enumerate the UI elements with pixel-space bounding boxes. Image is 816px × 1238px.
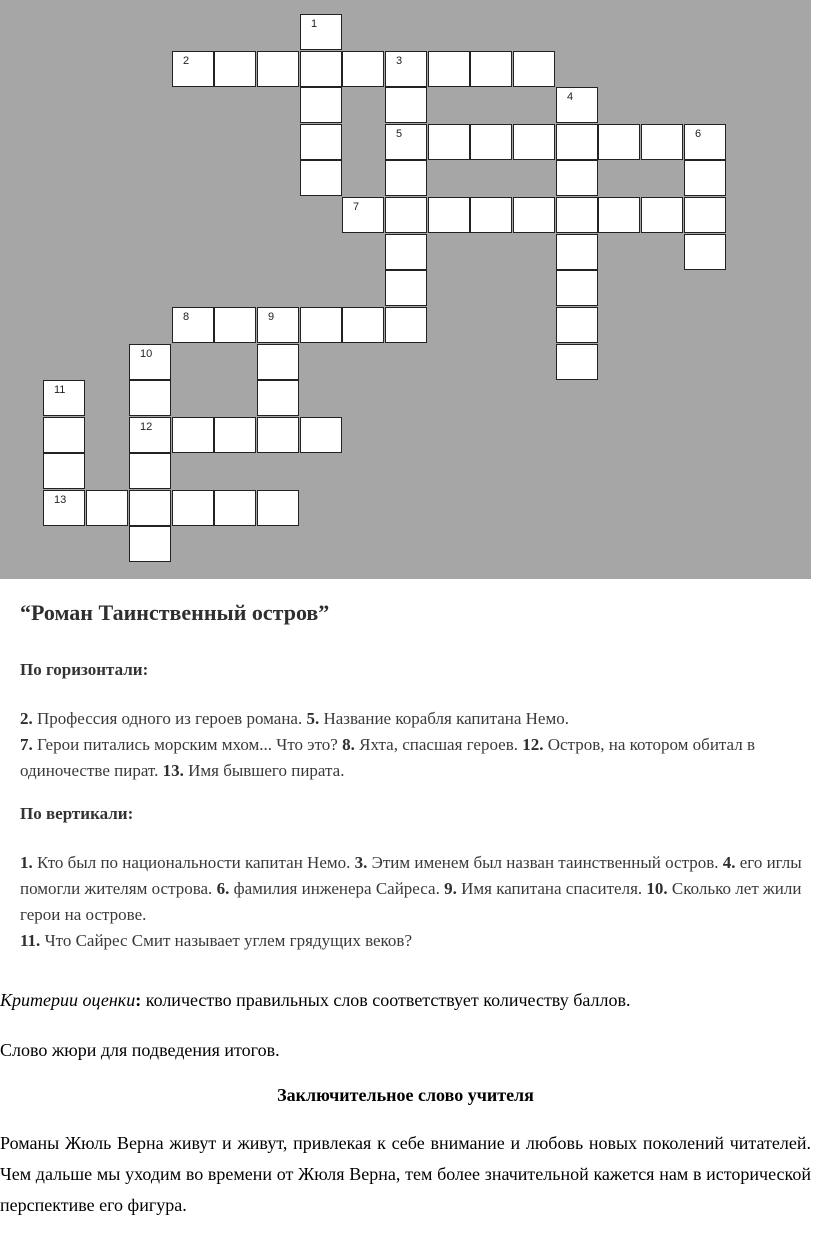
crossword-cell[interactable] (257, 380, 299, 416)
crossword-cell[interactable] (470, 197, 512, 233)
clue-number: 9. (444, 879, 457, 898)
crossword-cell[interactable] (556, 234, 598, 270)
crossword-cell[interactable] (43, 417, 85, 453)
clue-text: Яхта, спасшая героев. (354, 735, 523, 754)
clue-text: Название корабля капитана Немо. (319, 709, 569, 728)
clue-number: 2. (20, 709, 33, 728)
clue-number: 10 (140, 348, 153, 360)
crossword-cell[interactable] (385, 51, 427, 87)
crossword-cell[interactable] (428, 197, 470, 233)
criteria-colon: : (135, 990, 142, 1010)
crossword-cell[interactable] (172, 490, 214, 526)
clue-number: 4 (567, 91, 574, 103)
crossword-cell[interactable] (129, 526, 171, 562)
crossword-title: “Роман Таинственный остров” (20, 600, 330, 625)
crossword-cell[interactable] (214, 307, 256, 343)
clue-number: 4. (722, 853, 736, 872)
crossword-cell[interactable] (172, 307, 214, 343)
vertical-heading: По вертикали: (20, 804, 134, 823)
clue-text: Этим именем был назван таинственный остров. (367, 853, 723, 872)
crossword-cell[interactable] (513, 197, 555, 233)
crossword-cell[interactable] (214, 51, 256, 87)
crossword-cell[interactable] (342, 197, 384, 233)
clue-number: 1 (311, 18, 318, 30)
clue-number: 2 (183, 55, 190, 67)
crossword-cell[interactable] (385, 307, 427, 343)
clue-text: фамилия инженера Сайреса. (229, 879, 445, 898)
crossword-cell[interactable] (43, 453, 85, 489)
clue-text: Остров, на котором обитал в одиночестве пират. (20, 735, 756, 780)
clue-number: 7. (20, 735, 33, 754)
final-paragraph: Романы Жюль Верна живут и живут, привлекая к себе внимание и любовь новых поколений читателей. Чем дальше мы уходим во времени от Жюля Верна, тем более значительной кажется нам в исторической перспективе его фигура. (0, 1133, 811, 1215)
crossword-cell[interactable] (300, 51, 342, 87)
criteria-text: количество правильных слов соответствует количеству баллов. (141, 990, 631, 1010)
clue-text: Имя бывшего пирата. (183, 761, 345, 780)
clue-number: 10. (646, 879, 668, 898)
crossword-cell[interactable] (641, 197, 683, 233)
crossword-cell[interactable] (556, 124, 598, 160)
crossword-cell[interactable] (43, 490, 85, 526)
crossword-cell[interactable] (641, 124, 683, 160)
clue-text: Имя капитана спасителя. (456, 879, 647, 898)
crossword-cell[interactable] (257, 51, 299, 87)
clue-text: его иглы помогли жителям острова. (20, 853, 802, 898)
section-heading: Заключительное слово учителя (277, 1085, 534, 1105)
clue-number: 8. (342, 735, 355, 754)
horizontal-heading: По горизонтали: (20, 660, 149, 679)
crossword-cell[interactable] (300, 124, 342, 160)
crossword-cell[interactable] (172, 51, 214, 87)
crossword-cell[interactable] (598, 197, 640, 233)
clue-number: 13. (162, 761, 184, 780)
crossword-cell[interactable] (684, 160, 726, 196)
clue-text: Что Сайрес Смит называет углем грядущих веков? (40, 931, 413, 950)
crossword-cell[interactable] (684, 124, 726, 160)
vertical-clues (20, 850, 810, 954)
crossword-cell[interactable] (598, 124, 640, 160)
crossword-cell[interactable] (257, 490, 299, 526)
crossword-cell[interactable] (214, 417, 256, 453)
clue-number: 1. (20, 853, 33, 872)
crossword-cell[interactable] (300, 307, 342, 343)
crossword-cell[interactable] (428, 124, 470, 160)
clue-number: 8 (183, 311, 190, 323)
clue-number: 3 (396, 55, 403, 67)
clue-number: 11. (20, 931, 41, 950)
clue-text: Сколько лет жили герои на острове. (20, 879, 802, 924)
crossword-cell[interactable] (300, 417, 342, 453)
crossword-cell[interactable] (470, 124, 512, 160)
crossword-cell[interactable] (129, 417, 171, 453)
crossword-cell[interactable] (43, 380, 85, 416)
crossword-cell[interactable] (257, 307, 299, 343)
clue-number: 11 (54, 384, 66, 396)
crossword-cell[interactable] (214, 490, 256, 526)
crossword-cell[interactable] (300, 160, 342, 196)
clue-text: Кто был по национальности капитан Немо. (32, 853, 355, 872)
crossword-cell[interactable] (385, 124, 427, 160)
crossword-grid (0, 0, 811, 579)
crossword-cell[interactable] (257, 417, 299, 453)
crossword-cell[interactable] (684, 197, 726, 233)
crossword-cell[interactable] (129, 490, 171, 526)
clue-text: Герои питались морским мхом... Что это? (32, 735, 343, 754)
crossword-cell[interactable] (129, 380, 171, 416)
crossword-cell[interactable] (385, 234, 427, 270)
jury-note: Слово жюри для подведения итогов. (0, 1040, 280, 1060)
criteria-label: Критерии оценки (0, 990, 136, 1010)
crossword-cell[interactable] (513, 51, 555, 87)
clue-number: 5 (396, 128, 403, 140)
clue-number: 7 (353, 201, 360, 213)
crossword-cell[interactable] (556, 160, 598, 196)
crossword-cell[interactable] (385, 87, 427, 123)
crossword-cell[interactable] (385, 197, 427, 233)
crossword-cell[interactable] (257, 344, 299, 380)
crossword-cell[interactable] (86, 490, 128, 526)
crossword-cell[interactable] (556, 87, 598, 123)
clue-number: 3. (354, 853, 368, 872)
crossword-cell[interactable] (385, 270, 427, 306)
clues-section (20, 600, 810, 950)
clue-number: 6 (695, 128, 702, 140)
clue-number: 12 (140, 421, 153, 433)
crossword-cell[interactable] (342, 307, 384, 343)
clue-number: 6. (216, 879, 230, 898)
horizontal-clues (20, 706, 810, 784)
crossword-cell[interactable] (556, 307, 598, 343)
crossword-cell[interactable] (556, 197, 598, 233)
crossword-cell[interactable] (513, 124, 555, 160)
evaluation-criteria (0, 990, 816, 1011)
crossword-cell[interactable] (470, 51, 512, 87)
clue-text: Профессия одного из героев романа. (32, 709, 307, 728)
clue-number: 9 (268, 311, 275, 323)
crossword-cell[interactable] (684, 234, 726, 270)
crossword-cell[interactable] (556, 344, 598, 380)
crossword-cell[interactable] (556, 270, 598, 306)
crossword-cell[interactable] (300, 87, 342, 123)
crossword-cell[interactable] (129, 344, 171, 380)
crossword-cell[interactable] (385, 160, 427, 196)
clue-number: 13 (54, 494, 67, 506)
crossword-cell[interactable] (428, 51, 470, 87)
clue-number: 12. (522, 735, 544, 754)
crossword-cell[interactable] (172, 417, 214, 453)
crossword-cell[interactable] (342, 51, 384, 87)
crossword-cell[interactable] (300, 14, 342, 50)
crossword-cell[interactable] (129, 453, 171, 489)
clue-number: 5. (306, 709, 320, 728)
